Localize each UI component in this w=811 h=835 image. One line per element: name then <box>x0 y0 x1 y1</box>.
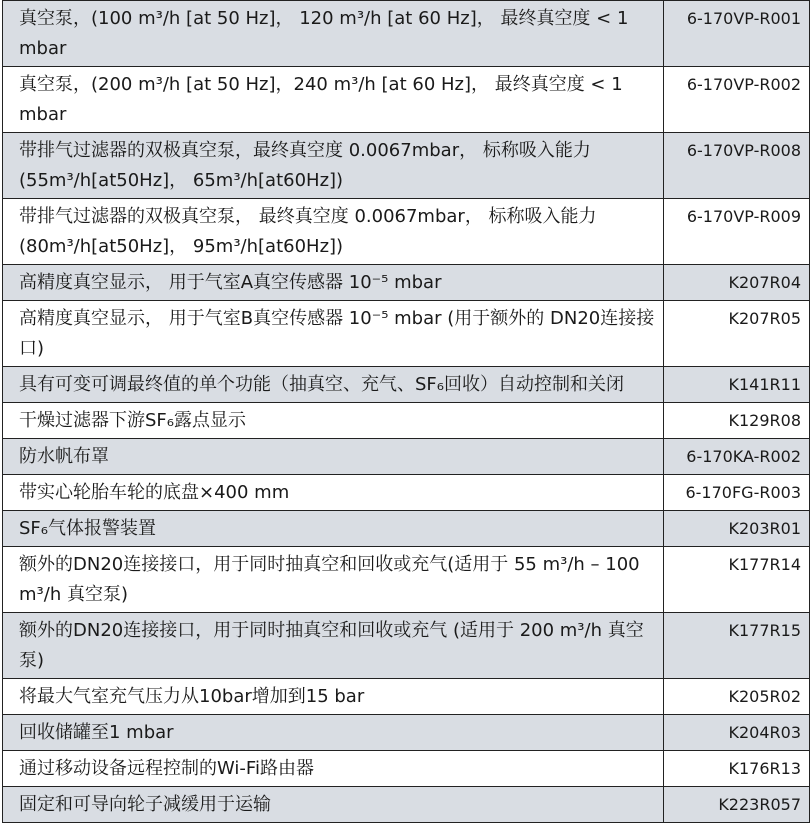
row-code: K204R03 <box>664 715 810 751</box>
table-row <box>3 133 810 199</box>
table-row <box>3 67 810 133</box>
table-row <box>3 301 810 367</box>
row-description: 固定和可导向轮子减缓用于运输 <box>3 787 664 823</box>
row-description: 带排气过滤器的双极真空泵， 最终真空度 0.0067mbar， 标称吸入能力(80m³/h[at50Hz]， 95m³/h[at60Hz]) <box>3 199 664 265</box>
row-code: 6-170KA-R002 <box>664 439 810 475</box>
row-code: 6-170VP-R001 <box>664 1 810 67</box>
row-code: K177R14 <box>664 547 810 613</box>
row-description: SF₆气体报警装置 <box>3 511 664 547</box>
row-code: K203R01 <box>664 511 810 547</box>
table-row <box>3 547 810 613</box>
table-row <box>3 199 810 265</box>
row-code: 6-170VP-R002 <box>664 67 810 133</box>
row-code: 6-170VP-R009 <box>664 199 810 265</box>
row-description: 防水帆布罩 <box>3 439 664 475</box>
row-description: 真空泵，(100 m³/h [at 50 Hz]， 120 m³/h [at 60 Hz]， 最终真空度 < 1 mbar <box>3 1 664 67</box>
row-description: 将最大气室充气压力从10bar增加到15 bar <box>3 679 664 715</box>
table-row <box>3 475 810 511</box>
row-description: 具有可变可调最终值的单个功能（抽真空、充气、SF₆回收）自动控制和关闭 <box>3 367 664 403</box>
table-row <box>3 1 810 67</box>
row-code: 6-170VP-R008 <box>664 133 810 199</box>
row-code: K205R02 <box>664 679 810 715</box>
accessory-table <box>2 0 810 823</box>
row-code: K176R13 <box>664 751 810 787</box>
row-code: K177R15 <box>664 613 810 679</box>
table-row <box>3 715 810 751</box>
table-row <box>3 367 810 403</box>
row-description: 通过移动设备远程控制的Wi-Fi路由器 <box>3 751 664 787</box>
row-description: 高精度真空显示， 用于气室A真空传感器 10⁻⁵ mbar <box>3 265 664 301</box>
row-description: 高精度真空显示， 用于气室B真空传感器 10⁻⁵ mbar (用于额外的 DN20连接接口) <box>3 301 664 367</box>
table-row <box>3 265 810 301</box>
row-code: 6-170FG-R003 <box>664 475 810 511</box>
table-row <box>3 439 810 475</box>
table-row <box>3 403 810 439</box>
table-row <box>3 613 810 679</box>
row-description: 真空泵，(200 m³/h [at 50 Hz]，240 m³/h [at 60 Hz]， 最终真空度 < 1 mbar <box>3 67 664 133</box>
table-row <box>3 751 810 787</box>
row-description: 干燥过滤器下游SF₆露点显示 <box>3 403 664 439</box>
row-description: 额外的DN20连接接口，用于同时抽真空和回收或充气(适用于 55 m³/h – 100 m³/h 真空泵) <box>3 547 664 613</box>
row-code: K207R05 <box>664 301 810 367</box>
table-row <box>3 787 810 823</box>
row-description: 回收储罐至1 mbar <box>3 715 664 751</box>
row-description: 带实心轮胎车轮的底盘×400 mm <box>3 475 664 511</box>
row-code: K129R08 <box>664 403 810 439</box>
row-code: K207R04 <box>664 265 810 301</box>
row-code: K223R057 <box>664 787 810 823</box>
row-description: 额外的DN20连接接口，用于同时抽真空和回收或充气 (适用于 200 m³/h 真空泵) <box>3 613 664 679</box>
table-row <box>3 679 810 715</box>
table-row <box>3 511 810 547</box>
row-description: 带排气过滤器的双极真空泵，最终真空度 0.0067mbar， 标称吸入能力(55m³/h[at50Hz]， 65m³/h[at60Hz]) <box>3 133 664 199</box>
row-code: K141R11 <box>664 367 810 403</box>
